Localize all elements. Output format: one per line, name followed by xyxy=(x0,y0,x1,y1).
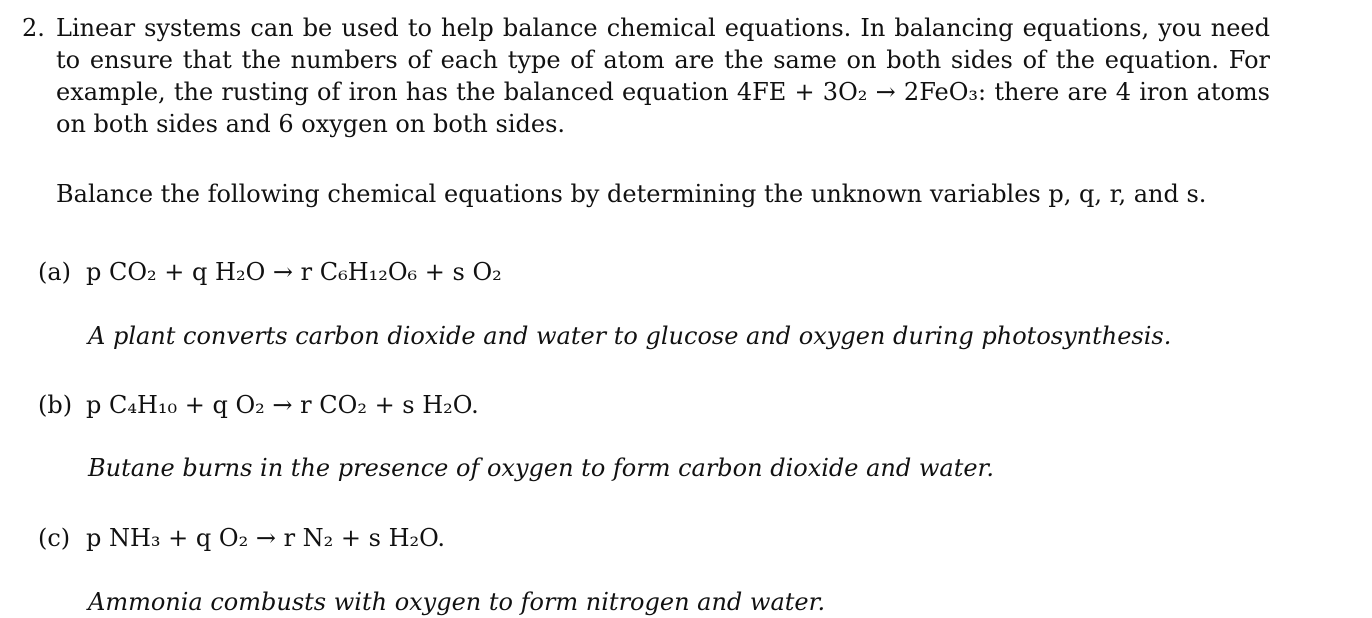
problem-instruction: Balance the following chemical equations by determining the unknown variables p, q, r, and s. xyxy=(56,180,1207,208)
part-label: (a) xyxy=(38,258,72,286)
equation: p NH₃ + q O₂ → r N₂ + s H₂O. xyxy=(86,524,446,552)
equation: p C₄H₁₀ + q O₂ → r CO₂ + s H₂O. xyxy=(86,391,479,419)
part-label: (c) xyxy=(38,524,71,552)
part-b xyxy=(38,389,1338,421)
problem-number: 2. xyxy=(22,14,45,42)
equation: p CO₂ + q H₂O → r C₆H₁₂O₆ + s O₂ xyxy=(86,258,502,286)
part-b-description: Butane burns in the presence of oxygen to form carbon dioxide and water. xyxy=(88,454,995,482)
problem-2 xyxy=(22,12,1362,210)
part-a-description: A plant converts carbon dioxide and water to glucose and oxygen during photosynthesis. xyxy=(88,322,1172,350)
part-label: (b) xyxy=(38,391,73,419)
part-a xyxy=(38,256,1338,288)
part-c xyxy=(38,522,1338,554)
part-c-description: Ammonia combusts with oxygen to form nitrogen and water. xyxy=(88,588,826,616)
problem-intro: Linear systems can be used to help balance chemical equations. In balancing equations, you need to ensure that the numbers of each type of atom are the same on both sides of the equation. For example, the rusting of iron has the balanced equation 4FE + 3O₂ → 2FeO₃: there are 4 iron atoms on both sides and 6 oxygen on both sides. xyxy=(56,14,1270,138)
